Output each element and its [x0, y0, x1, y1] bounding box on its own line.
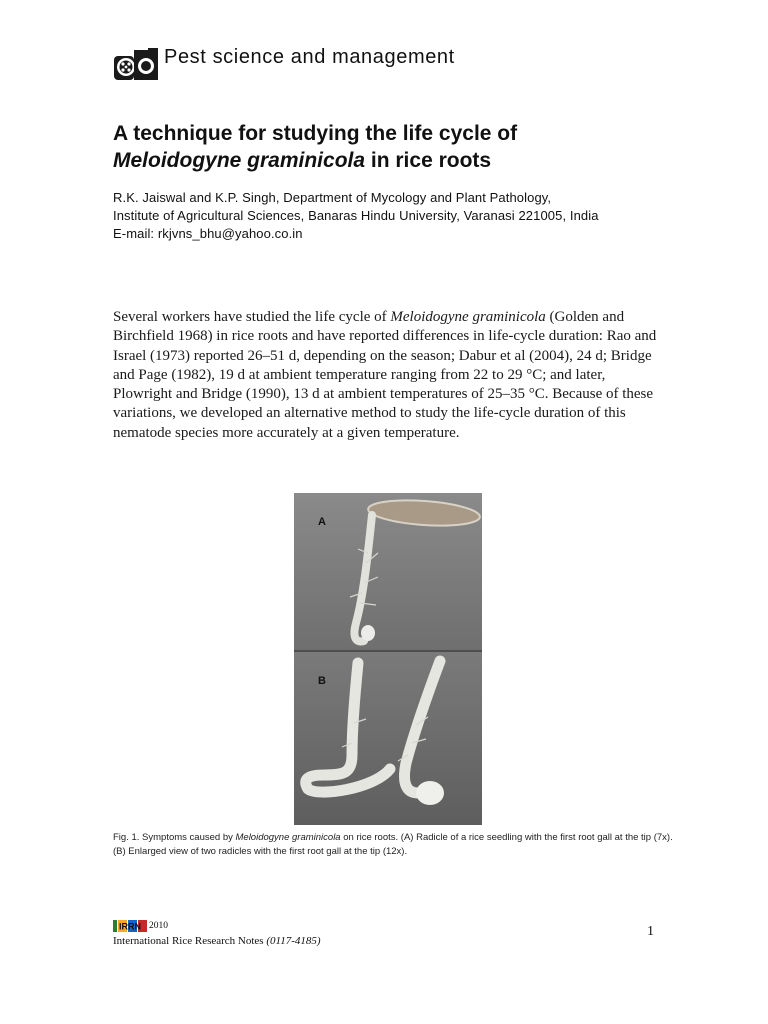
section-title: Pest science and management: [164, 46, 455, 68]
rice-roots-photo: [294, 493, 482, 825]
caption-prefix: Fig. 1. Symptoms caused by: [113, 832, 236, 843]
email-line: E-mail: rkjvns_bhu@yahoo.co.in: [113, 226, 303, 241]
root-gall-b: [416, 781, 444, 805]
caption-species: Meloidogyne graminicola: [235, 832, 341, 843]
panel-b-label: B: [318, 675, 326, 687]
body-part-2: (Golden and Birchfield 1968) in rice roots and have reported differences in life-cycle duration: Rao and Israel (1973) reported 26–51 d, depending on the season; Dabur et al (2004), 24 d; Bridge and Page (1982), 19 d at ambient temperature ranging from 22 to 29 °C; and later, Plowright and Bridge (1990), 13 d at ambient temperatures of 25–35 °C. Because of these variations, we developed an alternative method to study the life-cycle duration of this nematode species more accurately at a given temperature.: [113, 309, 657, 441]
body-paragraph: [113, 308, 668, 443]
title-line-2: [113, 147, 673, 174]
title-line-1: A technique for studying the life cycle of: [113, 122, 518, 145]
journal-issn: (0117-4185): [266, 935, 321, 947]
irrn-logo-text: IRRN: [119, 921, 141, 932]
footer-year: 2010: [149, 921, 168, 931]
article-title: [113, 120, 673, 174]
figure-image: [294, 493, 482, 825]
author-block: [113, 189, 693, 243]
body-part-1: Several workers have studied the life cycle of: [113, 309, 391, 325]
figure-caption: [113, 831, 673, 859]
body-species: Meloidogyne graminicola: [390, 309, 546, 325]
title-rest: in rice roots: [370, 149, 492, 172]
root-gall-a: [361, 625, 375, 641]
journal-name: International Rice Research Notes: [113, 935, 264, 947]
irrn-logo: [113, 919, 147, 931]
bug-magnifier-icon: [112, 46, 160, 82]
footer-journal: [113, 935, 321, 947]
title-species: Meloidogyne graminicola: [113, 149, 366, 172]
panel-a-label: A: [318, 516, 326, 528]
institute-line: Institute of Agricultural Sciences, Banaras Hindu University, Varanasi 221005, India: [113, 208, 599, 223]
authors-line: R.K. Jaiswal and K.P. Singh, Department of Mycology and Plant Pathology,: [113, 190, 552, 205]
caption-rest: on rice roots. (A) Radicle of a rice seedling with the first root gall at the tip (7x). (B) Enlarged view of two radicles with the first root gall at the tip (12x).: [113, 832, 673, 857]
section-logo: [112, 46, 160, 82]
page-number: 1: [647, 924, 654, 939]
